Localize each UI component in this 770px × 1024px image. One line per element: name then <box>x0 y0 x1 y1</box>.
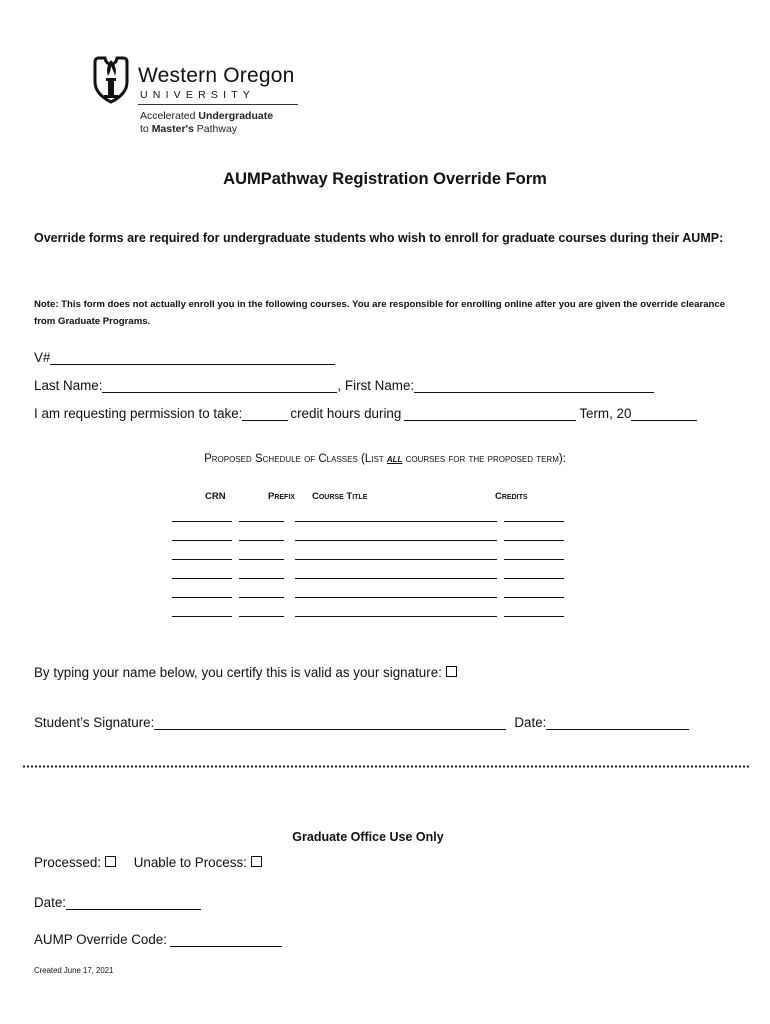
signature-checkbox[interactable] <box>446 666 457 677</box>
schedule-title: Proposed Schedule of Classes (List all courses for the proposed term): <box>204 453 566 465</box>
last-name-field[interactable] <box>102 378 337 393</box>
request-row <box>34 406 697 421</box>
signature-date-label: Date: <box>514 715 547 730</box>
schedule-credits-field[interactable] <box>504 616 564 617</box>
university-logo <box>92 54 302 138</box>
schedule-prefix-field[interactable] <box>239 559 284 560</box>
schedule-course-title-field[interactable] <box>295 559 497 560</box>
schedule-crn-field[interactable] <box>172 540 232 541</box>
column-crn: CRN <box>205 491 226 502</box>
request-label: I am requesting permission to take: <box>34 406 243 421</box>
signature-date-field[interactable] <box>546 715 689 730</box>
signature-label: Student’s Signature: <box>34 715 155 730</box>
schedule-prefix-field[interactable] <box>239 597 284 598</box>
logo-university: UNIVERSITY <box>140 89 256 101</box>
logo-divider <box>138 104 298 105</box>
schedule-crn-field[interactable] <box>172 597 232 598</box>
schedule-crn-field[interactable] <box>172 521 232 522</box>
form-title: AUMPathway Registration Override Form <box>223 170 547 188</box>
column-credits: Credits <box>495 491 528 502</box>
term-year-label: Term, 20 <box>579 406 632 421</box>
certify-row <box>34 665 457 680</box>
column-course-title: Course Title <box>312 491 368 502</box>
schedule-course-title-field[interactable] <box>295 616 497 617</box>
vnumber-row <box>34 350 335 365</box>
all-emphasis: all <box>386 453 403 465</box>
unable-checkbox[interactable] <box>251 856 262 867</box>
dotted-divider <box>22 765 750 768</box>
office-date-field[interactable] <box>66 895 201 910</box>
schedule-course-title-field[interactable] <box>295 521 497 522</box>
schedule-prefix-field[interactable] <box>239 521 284 522</box>
schedule-course-title-field[interactable] <box>295 578 497 579</box>
override-code-field[interactable] <box>170 932 282 947</box>
schedule-credits-field[interactable] <box>504 540 564 541</box>
schedule-credits-field[interactable] <box>504 521 564 522</box>
schedule-prefix-field[interactable] <box>239 616 284 617</box>
name-row <box>34 378 654 393</box>
vnumber-label: V# <box>34 350 51 365</box>
first-name-field[interactable] <box>414 378 654 393</box>
signature-field[interactable] <box>154 715 506 730</box>
intro-text: Override forms are required for undergraduate students who wish to enroll for graduate courses during their AUMP: <box>34 231 724 245</box>
office-date-label: Date: <box>34 895 67 910</box>
certify-text: By typing your name below, you certify this is valid as your signature: <box>34 665 442 680</box>
schedule-course-title-field[interactable] <box>295 597 497 598</box>
credit-hours-field[interactable] <box>242 406 288 421</box>
schedule-credits-field[interactable] <box>504 559 564 560</box>
schedule-crn-field[interactable] <box>172 616 232 617</box>
column-prefix: Prefix <box>268 491 295 502</box>
schedule-crn-field[interactable] <box>172 559 232 560</box>
schedule-prefix-field[interactable] <box>239 540 284 541</box>
schedule-course-title-field[interactable] <box>295 540 497 541</box>
schedule-credits-field[interactable] <box>504 597 564 598</box>
vnumber-field[interactable] <box>50 350 335 365</box>
torch-shield-icon <box>92 54 130 106</box>
schedule-crn-field[interactable] <box>172 578 232 579</box>
first-name-label: , First Name: <box>337 378 415 393</box>
schedule-prefix-field[interactable] <box>239 578 284 579</box>
logo-tagline: Accelerated Undergraduate to Master's Pathway <box>140 110 274 135</box>
schedule-credits-field[interactable] <box>504 578 564 579</box>
year-field[interactable] <box>631 406 697 421</box>
created-date: Created June 17, 2021 <box>34 966 114 975</box>
process-row <box>34 855 262 870</box>
last-name-label: Last Name: <box>34 378 103 393</box>
processed-label: Processed: <box>34 855 101 870</box>
office-date-row <box>34 895 201 910</box>
signature-row <box>34 715 689 730</box>
processed-checkbox[interactable] <box>105 856 116 867</box>
term-field[interactable] <box>404 406 576 421</box>
unable-label: Unable to Process: <box>133 855 247 870</box>
note-text: Note: This form does not actually enroll you in the following courses. You are responsible for enrolling online after you are given the override clearance from Graduate Programs. <box>34 299 726 327</box>
override-code-label: AUMP Override Code: <box>34 932 167 947</box>
override-code-row <box>34 932 282 947</box>
office-title: Graduate Office Use Only <box>292 830 444 844</box>
credit-hours-label: credit hours during <box>290 406 402 421</box>
logo-name: Western Oregon <box>138 64 295 87</box>
